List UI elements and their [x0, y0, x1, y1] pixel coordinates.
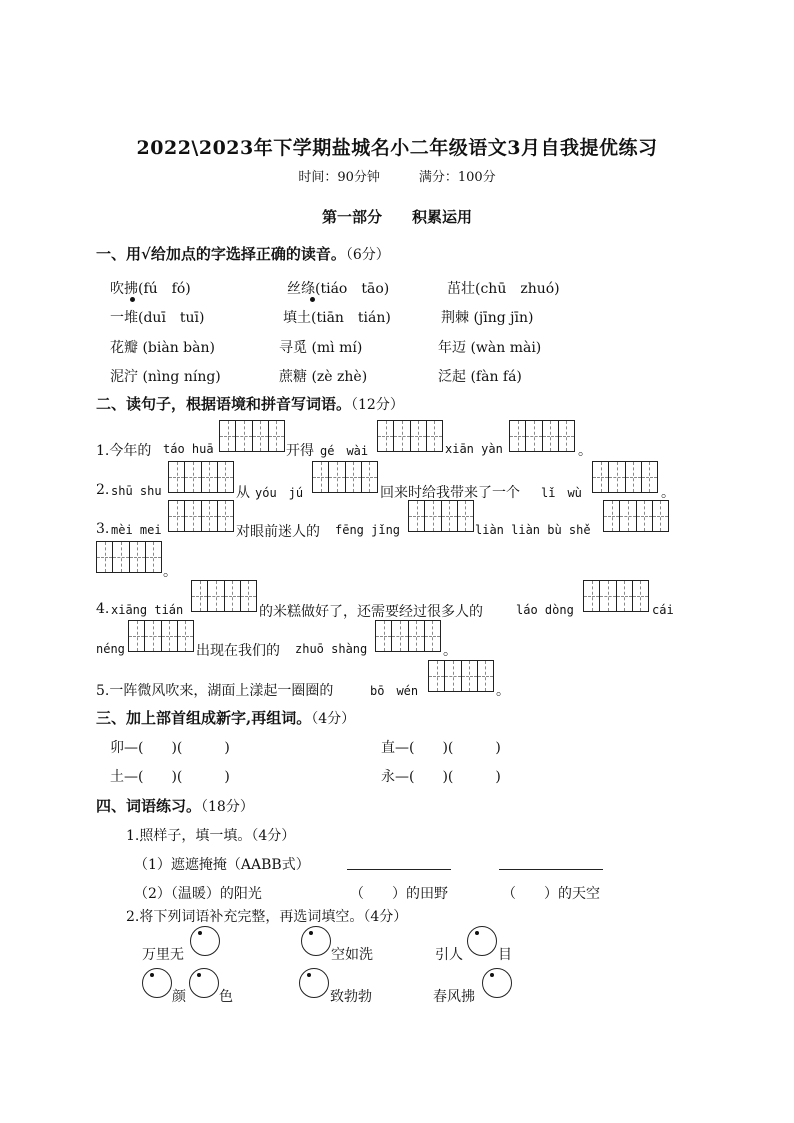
page-title: 2022\2023年下学期盐城名小二年级语文3月自我提优练习 — [136, 137, 658, 159]
idiom-blank-circle[interactable] — [482, 968, 512, 998]
writing-grid[interactable] — [428, 660, 494, 692]
q1-item: 填土(tiān tián) — [283, 310, 391, 326]
q3-item: 土—( )( ) — [110, 769, 230, 785]
idiom-text: 空如洗 — [331, 947, 373, 963]
q1-item: 一堆(duī tuī) — [110, 310, 205, 326]
s1-pinyin: táo huā — [163, 442, 214, 456]
q1-points: （6分） — [345, 247, 390, 263]
idiom-blank-circle[interactable] — [142, 968, 172, 998]
q4-heading-text: 四、词语练习。 — [96, 797, 202, 815]
q1-item: 吹拂(fú fó) — [110, 281, 191, 297]
idiom-text: 万里无 — [142, 947, 184, 963]
s4-pinyin: cái — [652, 603, 674, 617]
q3-item: 永—( )( ) — [381, 769, 501, 785]
answer-line[interactable] — [499, 869, 603, 870]
idiom-text: 目 — [498, 947, 512, 963]
q1-heading — [96, 243, 390, 264]
writing-grid[interactable] — [603, 500, 669, 532]
idiom-text: 色 — [219, 989, 233, 1005]
s3-text: 。 — [163, 564, 177, 580]
q3-item: 卯—( )( ) — [110, 740, 230, 756]
writing-grid[interactable] — [408, 500, 474, 532]
q2-points: （12分） — [351, 397, 404, 413]
q4-example1: （1）遮遮掩掩（AABB式） — [134, 857, 310, 873]
q1-item: 寻觅 (mì mí) — [279, 340, 363, 356]
s2-text: 从 — [236, 485, 250, 501]
s3-text: 对眼前迷人的 — [236, 524, 320, 540]
s1-text: 。 — [578, 443, 592, 459]
writing-grid[interactable] — [312, 461, 378, 493]
emphasis-dot — [130, 297, 135, 302]
s4-text: 4. — [96, 601, 110, 617]
writing-grid[interactable] — [377, 420, 443, 452]
q1-item: 花瓣 (biàn bàn) — [110, 340, 215, 356]
idiom-text: 引人 — [435, 947, 463, 963]
writing-grid[interactable] — [375, 620, 441, 652]
q4-sub2: 2.将下列词语补充完整，再选词填空。（4分） — [126, 909, 408, 925]
q4-blank: （ ）的田野 — [350, 886, 448, 902]
s2-text: 回来时给我带来了一个 — [380, 485, 520, 501]
idiom-blank-circle[interactable] — [299, 968, 329, 998]
s5-text: 。 — [496, 683, 510, 699]
s2-pinyin: shū shu — [111, 484, 162, 498]
s2-text: 。 — [661, 485, 675, 501]
q1-item: 丝绦(tiáo tāo) — [287, 281, 390, 297]
idiom-text: 春风拂 — [433, 989, 475, 1005]
s3-pinyin: mèi mei — [111, 523, 162, 537]
q1-item: 泛起 (fàn fá) — [438, 369, 522, 385]
s2-pinyin: yóu jú — [255, 486, 304, 500]
idiom-text: 致勃勃 — [330, 989, 372, 1005]
idiom-blank-circle[interactable] — [189, 968, 219, 998]
part-title: 第一部分 积累运用 — [321, 208, 472, 226]
q4-sub1: 1.照样子，填一填。（4分） — [126, 828, 296, 844]
exam-info: 时间：90分钟 满分：100分 — [298, 170, 496, 185]
emphasis-dot — [310, 297, 315, 302]
s3-text: 3. — [96, 521, 110, 537]
q3-heading — [96, 707, 355, 728]
q4-points: （18分） — [201, 799, 254, 815]
s5-pinyin: bō wén — [370, 684, 419, 698]
writing-grid[interactable] — [168, 461, 234, 493]
s4-pinyin: láo dòng — [516, 603, 574, 617]
writing-grid[interactable] — [219, 420, 285, 452]
q1-heading-text: 一、用√给加点的字选择正确的读音。 — [96, 245, 346, 263]
s1-text: 1.今年的 — [96, 443, 152, 459]
q1-item: 年迈 (wàn mài) — [438, 340, 542, 356]
q3-item: 直—( )( ) — [381, 740, 501, 756]
q1-item: 泥泞 (nìng níng) — [110, 369, 221, 385]
idiom-blank-circle[interactable] — [190, 926, 220, 956]
s1-text: 开得 — [286, 443, 314, 459]
writing-grid[interactable] — [592, 461, 658, 493]
s2-pinyin: lǐ wù — [541, 486, 582, 500]
q1-item: 蔗糖 (zè zhè) — [279, 369, 368, 385]
writing-grid[interactable] — [509, 420, 575, 452]
q3-heading-text: 三、加上部首组成新字,再组词。 — [96, 709, 312, 727]
writing-grid[interactable] — [96, 541, 162, 573]
q3-points: （4分） — [311, 711, 356, 727]
q2-heading — [96, 393, 404, 414]
writing-grid[interactable] — [583, 580, 649, 612]
s2-text: 2. — [96, 482, 110, 498]
s4-text: 的米糕做好了，还需要经过很多人的 — [259, 604, 483, 620]
writing-grid[interactable] — [128, 620, 194, 652]
q4-blank: （ ）的天空 — [502, 886, 600, 902]
q4-example2: （2）（温暖）的阳光 — [134, 886, 262, 902]
idiom-text: 颜 — [172, 989, 186, 1005]
s4-text: 。 — [443, 643, 457, 659]
q1-item: 荆棘 (jīng jīn) — [441, 310, 534, 326]
s3-pinyin: fēng jǐng — [335, 523, 401, 537]
s4-pinyin: xiāng tián — [111, 603, 184, 617]
s4-text: 出现在我们的 — [196, 643, 280, 659]
s4-pinyin: néng — [96, 642, 125, 656]
writing-grid[interactable] — [191, 580, 257, 612]
answer-line[interactable] — [347, 869, 451, 870]
s1-pinyin: xiān yàn — [445, 442, 503, 456]
s1-pinyin: gé wài — [320, 444, 369, 458]
q2-heading-text: 二、读句子，根据语境和拼音写词语。 — [96, 395, 352, 413]
idiom-blank-circle[interactable] — [301, 926, 331, 956]
s4-pinyin: zhuō shàng — [295, 642, 368, 656]
idiom-blank-circle[interactable] — [467, 926, 497, 956]
q1-item: 茁壮(chū zhuó) — [447, 281, 560, 297]
writing-grid[interactable] — [168, 500, 234, 532]
s3-pinyin: liàn liàn bù shě — [475, 523, 591, 537]
s5-text: 5.一阵微风吹来，湖面上漾起一圈圈的 — [96, 683, 334, 699]
q4-heading — [96, 795, 254, 816]
